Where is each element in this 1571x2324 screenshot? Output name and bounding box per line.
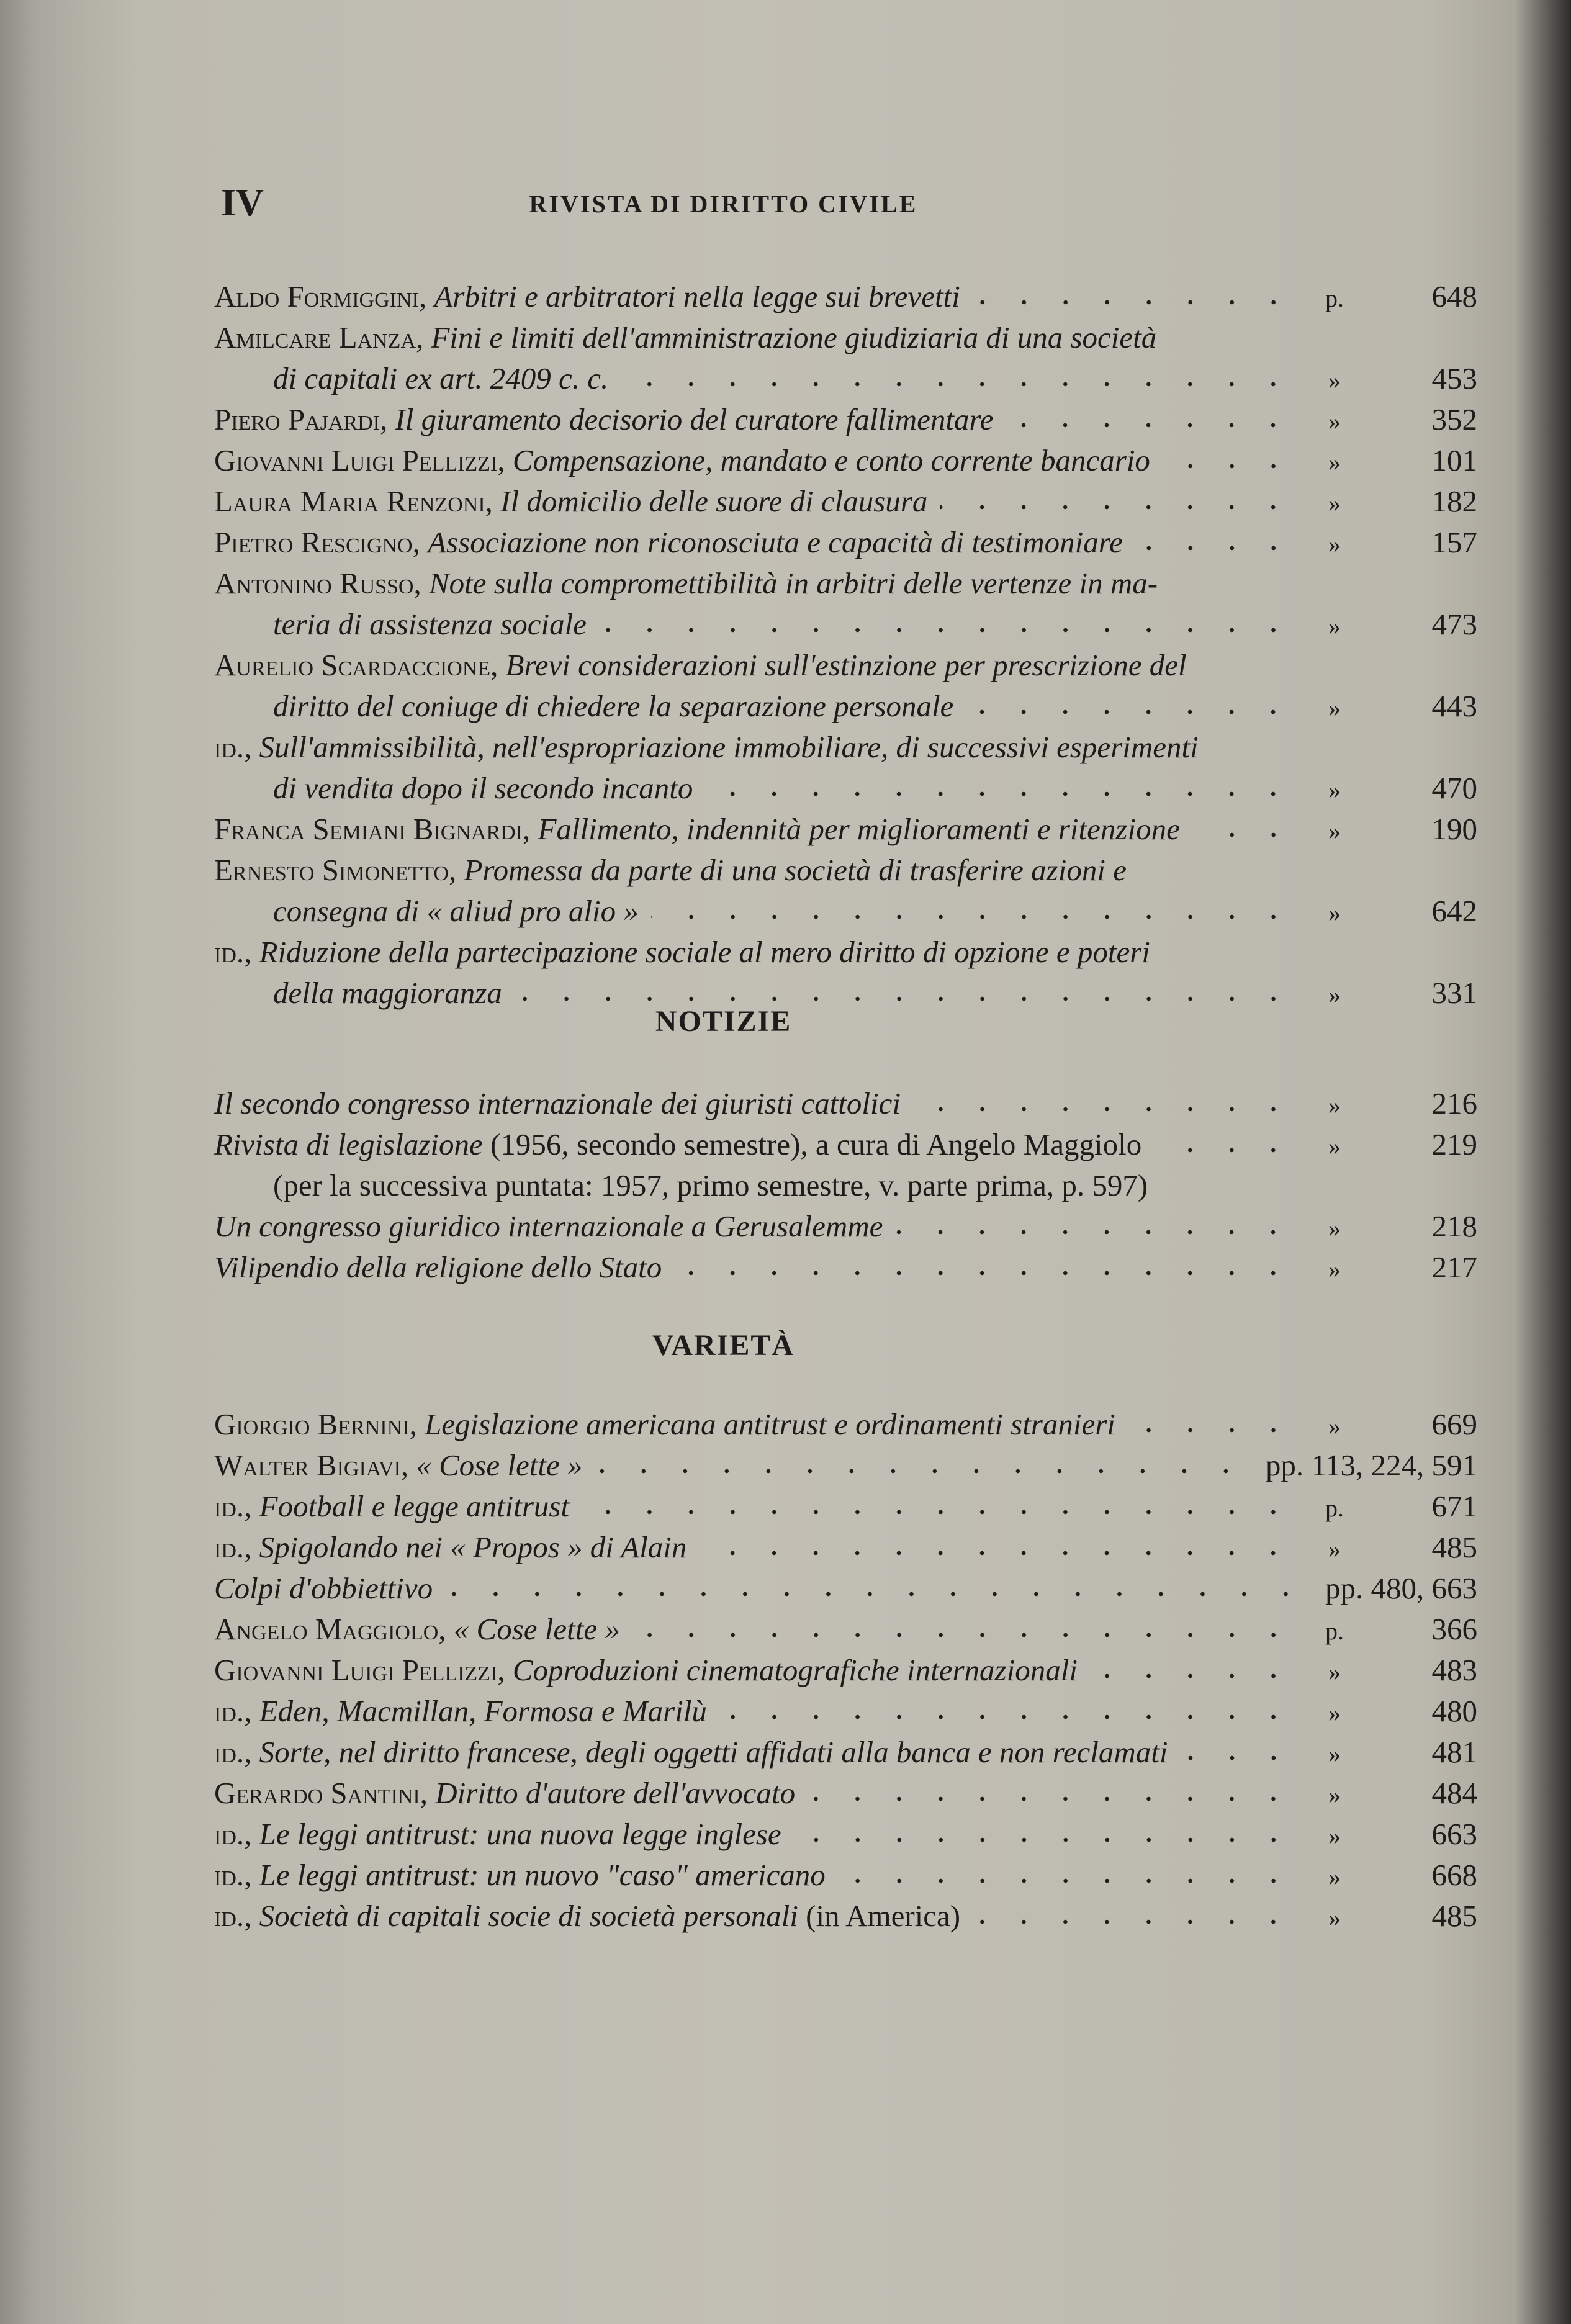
dot-leader	[1128, 1426, 1294, 1434]
entry-text	[214, 1732, 1168, 1773]
entry-line	[214, 850, 1477, 891]
entry-author: id.,	[214, 1858, 259, 1892]
dot-leader	[705, 790, 1294, 798]
dot-leader	[674, 1269, 1294, 1277]
entry-line	[214, 1486, 1477, 1527]
entry-title: Spigolando nei « Propos » di Alain	[259, 1530, 687, 1564]
dot-leader	[699, 1549, 1294, 1557]
page-reference: pp. 480, 663	[1325, 1571, 1477, 1605]
page-marker: »	[1328, 1658, 1341, 1686]
index-entry	[214, 276, 1477, 317]
entry-text	[273, 686, 953, 727]
entry-line	[214, 1404, 1477, 1445]
entry-line	[214, 481, 1477, 522]
entry-text	[214, 1855, 826, 1896]
entry-line	[214, 1609, 1477, 1650]
entry-text	[214, 399, 993, 440]
entry-title: Le leggi antitrust: un nuovo "caso" americano	[259, 1858, 826, 1892]
entry-title: Società di capitali socie di società personali	[259, 1899, 798, 1933]
index-section-varieta	[214, 1404, 1477, 1937]
index-entry	[214, 1083, 1477, 1124]
page-reference: 485	[1431, 1530, 1477, 1564]
entry-title: Diritto d'autore dell'avvocato	[435, 1776, 796, 1810]
page-reference: 485	[1431, 1899, 1477, 1933]
entry-author: Laura Maria Renzoni,	[214, 484, 501, 518]
entry-title: Fini e limiti dell'amministrazione giudiziaria di una società	[431, 320, 1157, 354]
entry-text	[214, 1568, 433, 1609]
dot-leader	[794, 1835, 1294, 1844]
index-entry	[214, 522, 1477, 563]
index-entry	[214, 317, 1477, 399]
dot-leader	[621, 380, 1294, 389]
entry-author: Aldo Formiggini,	[214, 279, 434, 313]
page-marker: »	[1328, 1535, 1341, 1563]
page-reference: 219	[1431, 1127, 1477, 1161]
page-reference: 217	[1431, 1250, 1477, 1284]
entry-author: id.,	[214, 1735, 259, 1769]
entry-line	[214, 1445, 1477, 1486]
page-reference: 484	[1431, 1776, 1477, 1810]
entry-title: Riduzione della partecipazione sociale al mero diritto di opzione e poteri	[259, 935, 1150, 969]
entry-line	[214, 440, 1477, 481]
entry-line	[214, 1124, 1477, 1165]
page-reference: 157	[1431, 525, 1477, 559]
entry-line	[214, 891, 1477, 932]
entry-text	[273, 1165, 1148, 1206]
page-reference: 473	[1431, 607, 1477, 641]
entry-text	[214, 850, 1127, 891]
index-entry	[214, 1773, 1477, 1814]
entry-title: della maggioranza	[273, 976, 502, 1010]
entry-author: Ernesto Simonetto,	[214, 853, 464, 887]
entry-line	[214, 1855, 1477, 1896]
index-entry	[214, 1732, 1477, 1773]
entry-author: Piero Pajardi,	[214, 402, 395, 436]
dot-leader	[895, 1228, 1294, 1236]
index-entry	[214, 1896, 1477, 1937]
index-entry	[214, 563, 1477, 645]
entry-line	[214, 1247, 1477, 1288]
entry-line	[214, 1732, 1477, 1773]
dot-leader	[1181, 1754, 1294, 1762]
page-marker: »	[1328, 981, 1341, 1009]
entry-line	[214, 1814, 1477, 1855]
index-entry	[214, 1124, 1477, 1206]
page-marker: »	[1328, 1904, 1341, 1932]
index-entry	[214, 440, 1477, 481]
entry-note: (in America)	[798, 1899, 961, 1933]
page-reference: 218	[1431, 1209, 1477, 1243]
page-reference: 668	[1431, 1858, 1477, 1892]
index-entry	[214, 1568, 1477, 1609]
entry-author: Pietro Rescigno,	[214, 525, 428, 559]
entry-text	[214, 276, 960, 317]
page-reference: 481	[1431, 1735, 1477, 1769]
entry-title: Il domicilio delle suore di clausura	[500, 484, 928, 518]
entry-line	[214, 563, 1477, 604]
page-reference: 470	[1431, 771, 1477, 805]
index-entry	[214, 1527, 1477, 1568]
dot-leader	[940, 503, 1294, 511]
entry-title: Sorte, nel diritto francese, degli oggetti affidati alla banca e non reclamati	[259, 1735, 1168, 1769]
entry-title: Il giuramento decisorio del curatore fallimentare	[395, 402, 994, 436]
entry-text	[214, 1404, 1115, 1445]
dot-leader	[838, 1876, 1294, 1885]
entry-text	[214, 563, 1158, 604]
index-entry	[214, 1206, 1477, 1247]
dot-leader	[445, 1590, 1307, 1598]
page-marker: »	[1328, 366, 1341, 394]
page-reference: 648	[1431, 279, 1477, 313]
entry-text	[214, 1650, 1078, 1691]
entry-text	[273, 358, 608, 399]
entry-text	[214, 1691, 707, 1732]
entry-title: Fallimento, indennità per miglioramenti e ritenzione	[538, 812, 1180, 846]
entry-title: Legislazione americana antitrust e ordinamenti stranieri	[425, 1407, 1115, 1441]
dot-leader	[1006, 421, 1294, 430]
entry-author: Antonino Russo,	[214, 566, 429, 600]
dot-leader	[599, 626, 1294, 634]
dot-leader	[913, 1105, 1294, 1114]
dot-leader	[582, 1508, 1294, 1516]
entry-text	[214, 1083, 901, 1124]
page-marker: »	[1328, 1412, 1341, 1440]
entry-title: Football e legge antitrust	[259, 1489, 570, 1523]
entry-title: consegna di « aliud pro alio »	[273, 894, 639, 928]
entry-line	[214, 809, 1477, 850]
entry-line	[214, 727, 1477, 768]
entry-text	[214, 645, 1187, 686]
page-marker: »	[1328, 612, 1341, 640]
index-section-notizie	[214, 1083, 1477, 1288]
page-reference: 366	[1431, 1612, 1477, 1646]
entry-text	[214, 522, 1123, 563]
entry-line	[214, 1896, 1477, 1937]
entry-author: Gerardo Santini,	[214, 1776, 436, 1810]
dot-leader	[966, 708, 1294, 716]
entry-author: Amilcare Lanza,	[214, 320, 431, 354]
dot-leader	[973, 1917, 1294, 1926]
index-entry	[214, 1691, 1477, 1732]
entry-author: Aurelio Scardaccione,	[214, 648, 506, 682]
dot-leader	[595, 1467, 1246, 1475]
entry-author: Giovanni Luigi Pellizzi,	[214, 1653, 513, 1687]
page-marker: »	[1328, 448, 1341, 476]
entry-title: diritto del coniuge di chiedere la separazione personale	[273, 689, 954, 723]
entry-text	[214, 317, 1156, 358]
dot-leader	[719, 1713, 1294, 1721]
entry-line	[214, 604, 1477, 645]
entry-line	[214, 1568, 1477, 1609]
entry-title: Il secondo congresso internazionale dei giuristi cattolici	[214, 1086, 901, 1120]
journal-title: RIVISTA DI DIRITTO CIVILE	[529, 190, 918, 218]
entry-text	[214, 1609, 620, 1650]
entry-line	[214, 358, 1477, 399]
entry-title: Brevi considerazioni sull'estinzione per prescrizione del	[505, 648, 1187, 682]
page-reference: 101	[1431, 443, 1477, 477]
dot-leader	[632, 1631, 1294, 1639]
entry-title: Coproduzioni cinematografiche internazionali	[512, 1653, 1078, 1687]
page-marker: »	[1328, 1214, 1341, 1242]
page-reference: 669	[1431, 1407, 1477, 1441]
page-marker: »	[1328, 489, 1341, 517]
entry-title: teria di assistenza sociale	[273, 607, 587, 641]
entry-title: Note sulla compromettibilità in arbitri delle vertenze in ma-	[429, 566, 1158, 600]
entry-text	[214, 481, 927, 522]
entry-line	[214, 686, 1477, 727]
entry-line	[214, 1650, 1477, 1691]
entry-text	[214, 932, 1150, 973]
dot-leader	[1135, 544, 1294, 552]
entry-author: id.,	[214, 730, 259, 764]
page-marker: »	[1328, 1091, 1341, 1119]
entry-title: Compensazione, mandato e conto corrente bancario	[512, 443, 1150, 477]
page-number: IV	[221, 182, 264, 224]
page-reference: 352	[1431, 402, 1477, 436]
entry-text	[214, 1814, 781, 1855]
entry-line	[214, 317, 1477, 358]
page-marker: »	[1328, 817, 1341, 845]
dot-leader	[1090, 1672, 1294, 1680]
page-marker: »	[1328, 1255, 1341, 1283]
page-reference: 216	[1431, 1086, 1477, 1120]
entry-text	[214, 1486, 569, 1527]
entry-author: id.,	[214, 1530, 259, 1564]
entry-line	[214, 276, 1477, 317]
entry-text	[214, 1124, 1141, 1165]
page-marker: »	[1328, 776, 1341, 804]
entry-author: Giovanni Luigi Pellizzi,	[214, 443, 513, 477]
entry-text	[214, 1773, 795, 1814]
index-entry	[214, 645, 1477, 727]
index-entry	[214, 1247, 1477, 1288]
page-marker: »	[1328, 899, 1341, 927]
index-entry	[214, 399, 1477, 440]
entry-line	[214, 1165, 1477, 1206]
dot-leader	[651, 912, 1294, 921]
entry-author: id.,	[214, 935, 259, 969]
entry-line	[214, 399, 1477, 440]
entry-title: Associazione non riconosciuta e capacità di testimoniare	[428, 525, 1123, 559]
entry-text	[214, 1896, 960, 1937]
page-marker: »	[1328, 1132, 1341, 1160]
entry-line	[214, 932, 1477, 973]
page-marker: »	[1328, 1740, 1341, 1768]
index-entry	[214, 1609, 1477, 1650]
entry-title: Vilipendio della religione dello Stato	[214, 1250, 662, 1284]
entry-title: Un congresso giuridico internazionale a Gerusalemme	[214, 1209, 883, 1243]
entry-author: id.,	[214, 1899, 259, 1933]
entry-note: (1956, secondo semestre), a cura di Angelo Maggiolo	[482, 1127, 1142, 1161]
page-marker: »	[1328, 1822, 1341, 1850]
page-reference: 663	[1431, 1817, 1477, 1851]
entry-title: « Cose lette »	[416, 1448, 583, 1482]
entry-author: Giorgio Bernini,	[214, 1407, 425, 1441]
entry-text	[273, 604, 587, 645]
index-section-main	[214, 276, 1477, 1014]
page-reference: 453	[1431, 361, 1477, 395]
entry-title: Le leggi antitrust: una nuova legge inglese	[259, 1817, 781, 1851]
index-entry	[214, 1650, 1477, 1691]
page-marker: »	[1328, 407, 1341, 435]
entry-text	[214, 727, 1199, 768]
index-entry	[214, 1814, 1477, 1855]
entry-author: id.,	[214, 1694, 259, 1728]
entry-author: Walter Bigiavi,	[214, 1448, 416, 1482]
dot-leader	[1192, 831, 1294, 839]
entry-author: id.,	[214, 1489, 259, 1523]
page-reference: 642	[1431, 894, 1477, 928]
entry-title: di vendita dopo il secondo incanto	[273, 771, 693, 805]
index-entry	[214, 481, 1477, 522]
page-reference: 483	[1431, 1653, 1477, 1687]
dot-leader	[1163, 462, 1294, 471]
entry-line	[214, 768, 1477, 809]
entry-text	[273, 768, 693, 809]
entry-text	[214, 1206, 883, 1247]
dot-leader	[1154, 1146, 1294, 1155]
page-marker: »	[1328, 1781, 1341, 1809]
index-entry	[214, 850, 1477, 932]
page-marker: »	[1328, 694, 1341, 722]
entry-line	[214, 1083, 1477, 1124]
index-entry	[214, 1486, 1477, 1527]
dot-leader	[515, 994, 1294, 1003]
dot-leader	[973, 298, 1294, 307]
index-entry	[214, 1404, 1477, 1445]
page-reference: 331	[1431, 976, 1477, 1010]
dot-leader	[808, 1795, 1294, 1803]
entry-note: (per la successiva puntata: 1957, primo semestre, v. parte prima, p. 597)	[273, 1168, 1148, 1202]
entry-title: Arbitri e arbitratori nella legge sui brevetti	[434, 279, 960, 313]
page-reference: 190	[1431, 812, 1477, 846]
entry-title: di capitali ex art. 2409 c. c.	[273, 361, 609, 395]
page-reference: pp. 113, 224, 591	[1265, 1448, 1477, 1482]
entry-line	[214, 645, 1477, 686]
entry-title: « Cose lette »	[453, 1612, 620, 1646]
entry-title: Eden, Macmillan, Formosa e Marilù	[259, 1694, 707, 1728]
index-entry	[214, 727, 1477, 809]
page-marker: »	[1328, 530, 1341, 558]
entry-line	[214, 1527, 1477, 1568]
page-reference: 671	[1431, 1489, 1477, 1523]
page-reference: 443	[1431, 689, 1477, 723]
entry-text	[214, 809, 1180, 850]
page-marker: p.	[1325, 1494, 1344, 1522]
entry-text	[273, 891, 639, 932]
section-heading-varieta: VARIETÀ	[652, 1329, 795, 1362]
entry-author: id.,	[214, 1817, 259, 1851]
entry-text	[214, 1445, 582, 1486]
page-marker: »	[1328, 1699, 1341, 1727]
page-marker: »	[1328, 1863, 1341, 1891]
page-marker: p.	[1325, 284, 1344, 312]
entry-title: Promessa da parte di una società di trasferire azioni e	[464, 853, 1127, 887]
entry-text	[214, 1527, 686, 1568]
page-reference: 480	[1431, 1694, 1477, 1728]
entry-line	[214, 522, 1477, 563]
entry-line	[214, 1773, 1477, 1814]
entry-title: Colpi d'obbiettivo	[214, 1571, 433, 1605]
entry-title: Rivista di legislazione	[214, 1127, 483, 1161]
entry-line	[214, 1206, 1477, 1247]
index-entry	[214, 809, 1477, 850]
entry-text	[214, 440, 1150, 481]
page-reference: 182	[1431, 484, 1477, 518]
entry-author: Angelo Maggiolo,	[214, 1612, 454, 1646]
entry-author: Franca Semiani Bignardi,	[214, 812, 538, 846]
entry-text	[214, 1247, 662, 1288]
index-entry	[214, 1855, 1477, 1896]
entry-line	[214, 1691, 1477, 1732]
index-entry	[214, 1445, 1477, 1486]
section-heading-notizie: NOTIZIE	[655, 1005, 792, 1038]
page-marker: p.	[1325, 1617, 1344, 1645]
index-entry	[214, 932, 1477, 1014]
entry-title: Sull'ammissibilità, nell'espropriazione immobiliare, di successivi esperimenti	[259, 730, 1199, 764]
